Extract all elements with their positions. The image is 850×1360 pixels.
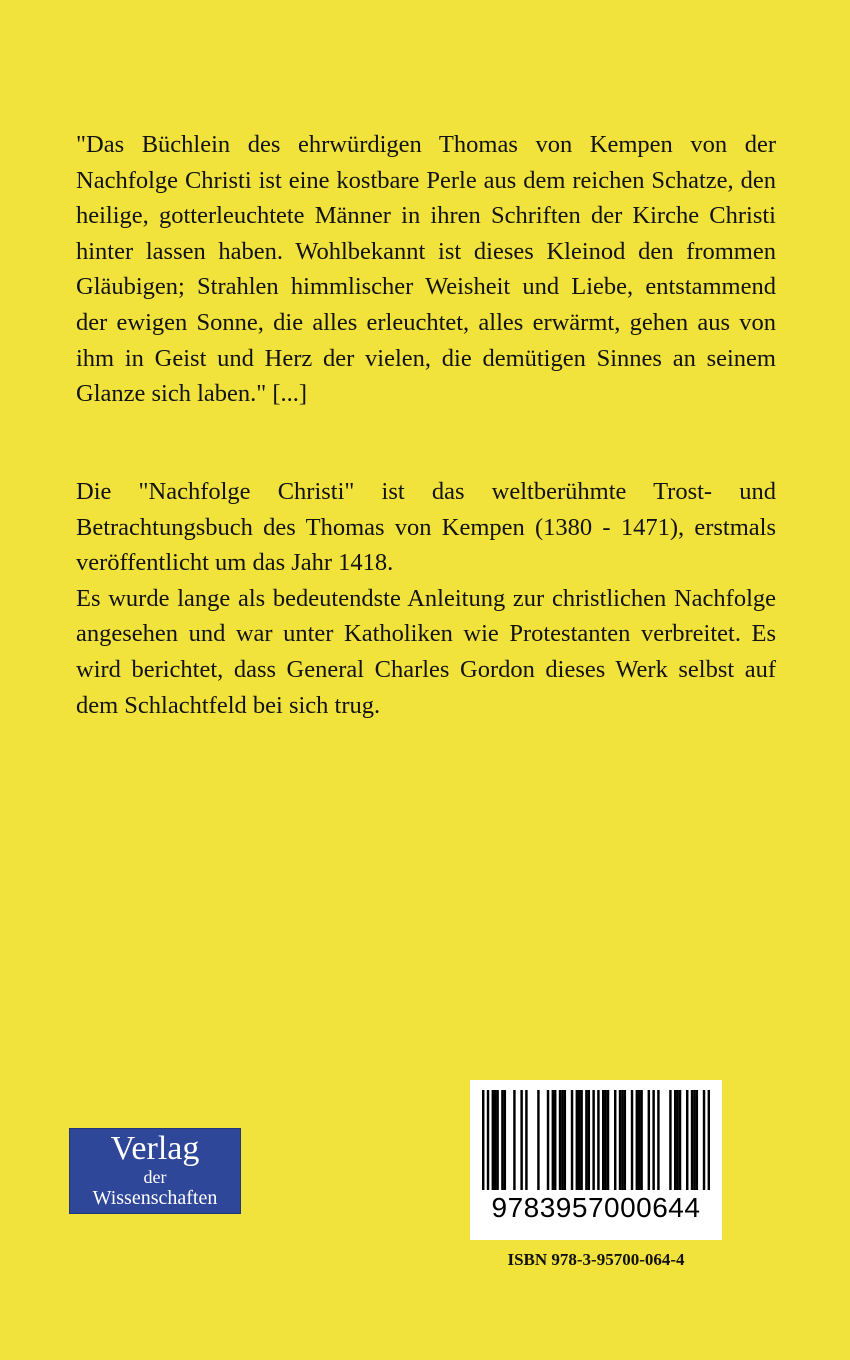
barcode-bar [554,1090,556,1190]
barcode-bar [657,1090,659,1190]
barcode-bar [504,1090,506,1190]
barcode-bar [614,1090,616,1190]
barcode-bar [513,1090,515,1190]
barcode-bar [494,1090,496,1190]
barcode-bar [676,1090,678,1190]
barcode-bar [520,1090,522,1190]
logo-line-verlag: Verlag [110,1130,200,1167]
barcode-bar [631,1090,633,1190]
barcode-bar [525,1090,527,1190]
barcode-bar [580,1090,582,1190]
isbn-label: ISBN 978-3-95700-064-4 [507,1250,685,1269]
barcode-bar [691,1090,693,1190]
quote-paragraph: "Das Büchlein des ehrwürdigen Thomas von Kempen von der Nachfolge Christi ist eine kostbare Perle aus dem reichen Schatze, den heilige, gotterleuchtete Männer in ihren Schriften der Kirche Christi hinter lassen haben. Wohlbekannt ist dieses Kleinod den frommen Gläubigen; Strahlen himmlischer Weisheit und Liebe, entstammend der ewigen Sonne, die alles erleuchtet, alles erwärmt, gehen aus von ihm in Geist und Herz der vielen, die demütigen Sinnes an seinem Glanze sich laben." [...] [76,131,776,408]
barcode-bar [652,1090,654,1190]
barcode-bar [636,1090,638,1190]
about-block [76,474,776,723]
barcode-bar [693,1090,695,1190]
barcode-bar [501,1090,503,1190]
barcode-bar [696,1090,698,1190]
barcode-bar [578,1090,580,1190]
barcode-bar [552,1090,554,1190]
intro-paragraph: Die "Nachfolge Christi" ist das weltberühmte Trost- und Betrachtungsbuch des Thomas von Kempen (1380 - 1471), erstmals veröffentlicht um das Jahr 1418. [76,478,776,577]
barcode-bar [592,1090,594,1190]
barcode-bar [492,1090,494,1190]
quote-block [76,127,776,412]
barcode-bar [576,1090,578,1190]
barcode-bar [585,1090,587,1190]
barcode-bars [482,1090,710,1190]
barcode-bar [686,1090,688,1190]
barcode-bar [703,1090,705,1190]
barcode-bar [559,1090,561,1190]
barcode-digits: 9783957000644 [491,1192,701,1223]
barcode-bar [602,1090,604,1190]
barcode-bar [537,1090,539,1190]
barcode-bar [708,1090,710,1190]
barcode-bar [679,1090,681,1190]
publisher-logo [69,1128,241,1214]
barcode-bar [648,1090,650,1190]
logo-line-wissenschaften: Wissenschaften [92,1187,218,1209]
barcode-bar [669,1090,671,1190]
barcode-bar [487,1090,489,1190]
barcode-bar [496,1090,498,1190]
barcode-bar [604,1090,606,1190]
barcode-bar [619,1090,621,1190]
barcode-bar [640,1090,642,1190]
barcode-bar [638,1090,640,1190]
barcode-bar [588,1090,590,1190]
barcode-bar [607,1090,609,1190]
barcode-bar [561,1090,563,1190]
barcode-bar [482,1090,484,1190]
barcode-panel [470,1080,722,1240]
barcode-bar [621,1090,623,1190]
barcode-bar [674,1090,676,1190]
barcode-bar [624,1090,626,1190]
barcode-bar [597,1090,599,1190]
barcode-bar [564,1090,566,1190]
logo-line-der: der [143,1167,167,1187]
history-paragraph: Es wurde lange als bedeutendste Anleitung zur christlichen Nachfolge angesehen und war unter Katholiken wie Protestanten verbreitet. Es wird berichtet, dass General Charles Gordon dieses Werk selbst auf dem Schlachtfeld bei sich trug. [76,584,776,719]
barcode-bar [571,1090,573,1190]
barcode-bar [547,1090,549,1190]
